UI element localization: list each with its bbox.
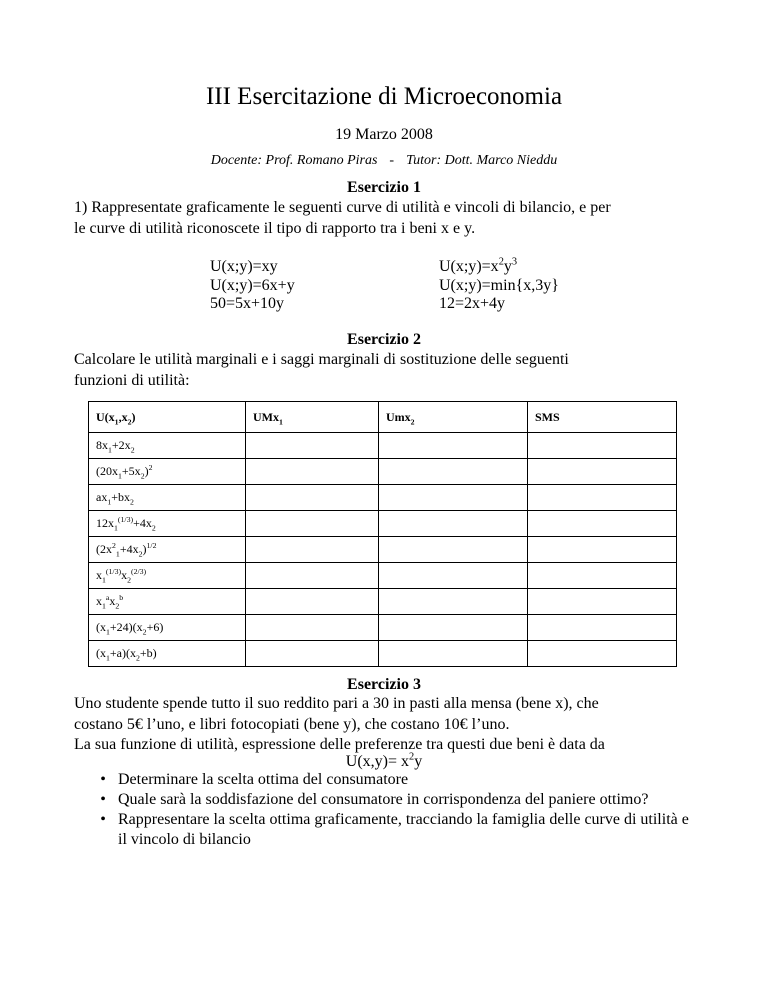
umx1-cell <box>246 511 379 537</box>
umx2-cell <box>379 615 528 641</box>
utility-function-cell: $12x_1^{(1/3)}+4x_2$ <box>89 511 246 537</box>
utility-function-cell: $ax_1+bx_2$ <box>89 485 246 511</box>
table-row <box>89 511 677 537</box>
exercise3-utility-function: $U(x,y)= x^2y$ <box>345 751 423 770</box>
formula: 12=2x+4y <box>439 295 506 312</box>
sms-cell <box>528 433 677 459</box>
umx1-cell <box>246 459 379 485</box>
utility-function-cell: $(20x_1+5x_2)^2$ <box>89 459 246 485</box>
umx2-cell <box>379 485 528 511</box>
table-header-row <box>89 402 677 433</box>
exercise1-formulas-right <box>439 258 559 314</box>
exercise2-text <box>74 350 694 391</box>
sms-cell <box>528 511 677 537</box>
umx1-cell <box>246 589 379 615</box>
sms-cell <box>528 589 677 615</box>
exercise3-text <box>74 694 694 756</box>
exercise3-text-line1: Uno studente spende tutto il suo reddito pari a 30 in pasti alla mensa (bene x), che <box>74 695 599 712</box>
table-row <box>89 615 677 641</box>
exercise3-text-line3: La sua funzione di utilità, espressione delle preferenze tra questi due beni è data da <box>74 736 605 753</box>
bullet-icon: • <box>100 771 106 788</box>
sms-cell <box>528 563 677 589</box>
umx2-cell <box>379 537 528 563</box>
exercise3-heading: Esercizio 3 <box>347 676 421 693</box>
umx2-cell <box>379 459 528 485</box>
umx1-cell <box>246 433 379 459</box>
document-title: III Esercitazione di Microeconomia <box>205 83 563 110</box>
exercise2-heading: Esercizio 2 <box>347 331 421 348</box>
sms-cell <box>528 537 677 563</box>
exercise2-text-line1: Calcolare le utilità marginali e i saggi marginali di sostituzione delle seguenti <box>74 351 569 368</box>
umx1-cell <box>246 537 379 563</box>
utility-function-cell: $(x_1+a)(x_2+b)$ <box>89 641 246 667</box>
formula: $U(x;y)=x^2y^3$ <box>439 256 518 275</box>
formula: 50=5x+10y <box>210 295 285 312</box>
umx2-cell <box>379 511 528 537</box>
exercise1-heading: Esercizio 1 <box>347 179 421 196</box>
utility-function-cell: $x_1^{(1/3)}x_2^{(2/3)}$ <box>89 563 246 589</box>
table-row <box>89 485 677 511</box>
exercise2-text-line2: funzioni di utilità: <box>74 371 190 389</box>
utility-function-cell: $x_1^ax_2^b$ <box>89 589 246 615</box>
table-row <box>89 433 677 459</box>
umx1-cell <box>246 641 379 667</box>
table-row <box>89 459 677 485</box>
sms-cell <box>528 459 677 485</box>
sms-cell <box>528 615 677 641</box>
utility-function-cell: $(x_1+24)(x_2+6)$ <box>89 615 246 641</box>
table-row <box>89 563 677 589</box>
utility-table <box>88 401 677 667</box>
table-row <box>89 537 677 563</box>
umx2-cell <box>379 433 528 459</box>
column-header-utility: $U(x_1,x_2)$ <box>89 402 246 433</box>
exercise1-text <box>74 198 694 239</box>
list-item: • Determinare la scelta ottima del consumatore <box>96 770 696 790</box>
instructors-line <box>0 152 768 170</box>
list-item: • Rappresentare la scelta ottima graficamente, tracciando la famiglia delle curve di utilità e il vincolo di bilancio <box>96 810 696 850</box>
utility-function-cell: $8x_1+2x_2$ <box>89 433 246 459</box>
exercise1-text-line2: le curve di utilità riconoscete il tipo di rapporto tra i beni x e y. <box>74 219 476 237</box>
sms-cell <box>528 485 677 511</box>
exercise1-formulas-left <box>210 258 295 314</box>
formula: U(x;y)=6x+y <box>210 276 295 294</box>
table-row <box>89 589 677 615</box>
document-date: 19 Marzo 2008 <box>335 126 433 143</box>
column-header-sms: SMS <box>528 402 677 433</box>
table-row <box>89 641 677 667</box>
umx2-cell <box>379 589 528 615</box>
umx2-cell <box>379 563 528 589</box>
exercise1-text-line1: 1) Rappresentate graficamente le seguenti curve di utilità e vincoli di bilancio, e per <box>74 199 611 216</box>
tutor-name: Tutor: Dott. Marco Nieddu <box>406 153 558 168</box>
formula: U(x;y)=min{x,3y} <box>439 276 559 294</box>
docente-name: Docente: Prof. Romano Piras <box>210 153 378 168</box>
umx2-cell <box>379 641 528 667</box>
instructor-separator: - <box>389 153 395 168</box>
bullet-icon: • <box>100 791 106 808</box>
exercise3-questions <box>96 770 696 850</box>
formula: U(x;y)=xy <box>210 258 278 275</box>
column-header-umx1: UMx$_1$ <box>246 402 379 433</box>
exercise3-text-line2: costano 5€ l’uno, e libri fotocopiati (bene y), che costano 10€ l’uno. <box>74 715 510 733</box>
bullet-icon: • <box>100 811 106 828</box>
umx1-cell <box>246 615 379 641</box>
umx1-cell <box>246 485 379 511</box>
list-item: • Quale sarà la soddisfazione del consumatore in corrispondenza del paniere ottimo? <box>96 790 696 810</box>
column-header-umx2: Umx$_2$ <box>379 402 528 433</box>
umx1-cell <box>246 563 379 589</box>
sms-cell <box>528 641 677 667</box>
utility-function-cell: $(2x^2_1+4x_2)^{1/2}$ <box>89 537 246 563</box>
